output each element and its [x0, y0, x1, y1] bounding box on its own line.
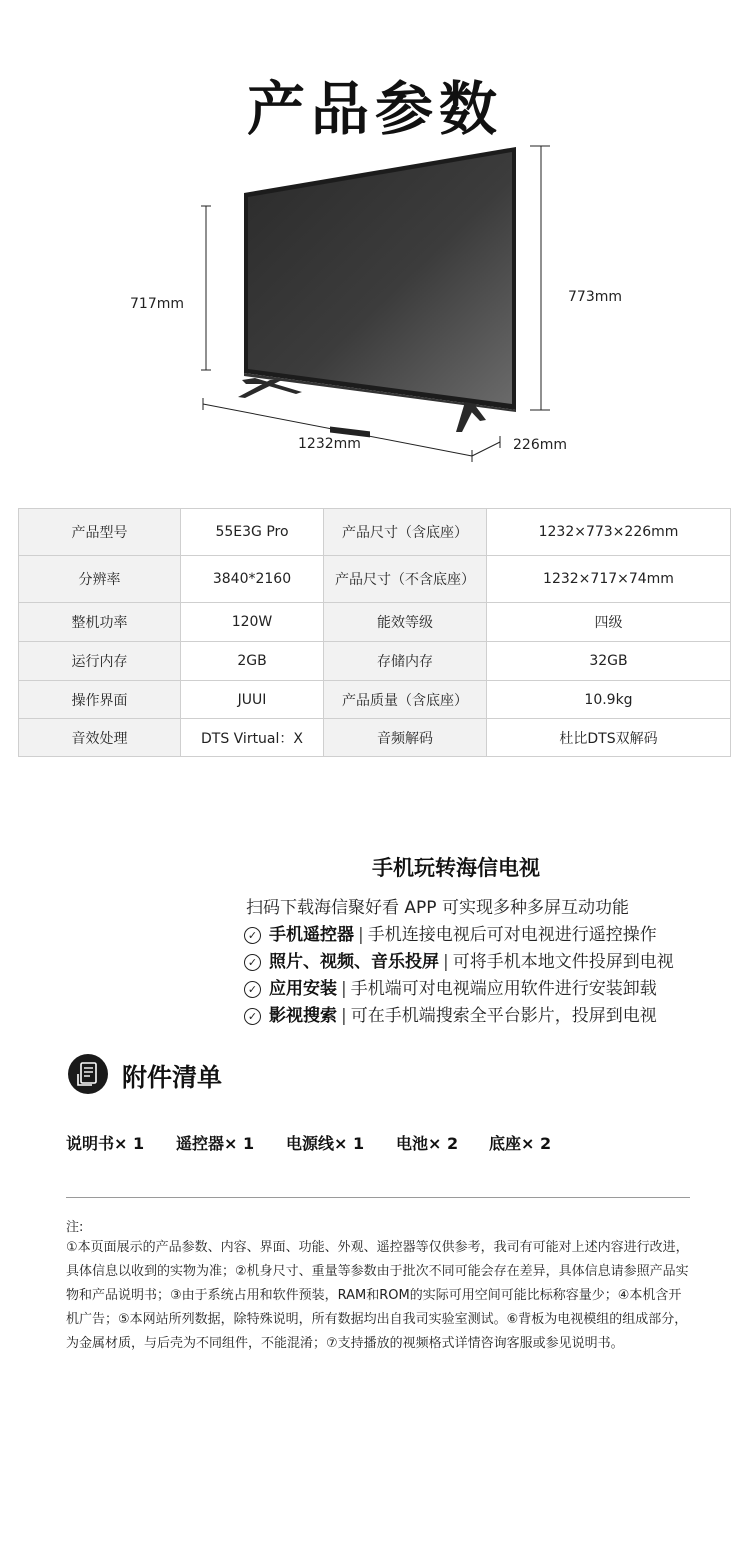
feature-desc: 手机端可对电视端应用软件进行安装卸载	[350, 979, 657, 999]
table-row	[19, 719, 731, 757]
spec-value: 四级	[487, 603, 731, 642]
check-circle-icon: ✓	[244, 927, 261, 944]
check-circle-icon: ✓	[244, 954, 261, 971]
spec-label: 能效等级	[324, 603, 487, 642]
feature-item	[244, 947, 674, 972]
spec-value: 32GB	[487, 642, 731, 681]
spec-value: 1232×773×226mm	[487, 509, 731, 556]
tv-image	[238, 147, 516, 437]
page-title: 产品参数	[246, 75, 503, 143]
spec-value: 55E3G Pro	[181, 509, 324, 556]
spec-value: 杜比DTS双解码	[487, 719, 731, 757]
table-row	[19, 642, 731, 681]
spec-value: 2GB	[181, 642, 324, 681]
feature-name: 应用安装	[269, 979, 337, 999]
spec-label: 操作界面	[19, 681, 181, 719]
spec-label: 产品尺寸（含底座）	[324, 509, 487, 556]
feature-separator: |	[358, 925, 364, 945]
accessory-item: 遥控器× 1	[176, 1134, 255, 1153]
spec-label: 音效处理	[19, 719, 181, 757]
accessory-item: 电池× 2	[396, 1134, 459, 1153]
table-row	[19, 681, 731, 719]
feature-name: 手机遥控器	[269, 925, 354, 945]
feature-name: 照片、视频、音乐投屏	[269, 952, 439, 972]
spec-label: 产品尺寸（不含底座）	[324, 556, 487, 603]
spec-value: DTS Virtual：X	[181, 719, 324, 757]
accessory-item: 说明书× 1	[66, 1134, 145, 1153]
accessory-item: 电源线× 1	[286, 1134, 365, 1153]
table-row	[19, 509, 731, 556]
spec-value: 120W	[181, 603, 324, 642]
spec-value: JUUI	[181, 681, 324, 719]
feature-name: 影视搜索	[269, 1006, 337, 1026]
table-row	[19, 603, 731, 642]
accessories-title: 附件清单	[122, 1063, 223, 1092]
check-circle-icon: ✓	[244, 1008, 261, 1025]
spec-label: 产品型号	[19, 509, 181, 556]
spec-label: 存储内存	[324, 642, 487, 681]
table-row	[19, 556, 731, 603]
accessory-item: 底座× 2	[489, 1134, 552, 1153]
feature-item	[244, 1001, 657, 1026]
feature-separator: |	[341, 979, 347, 999]
spec-table	[18, 508, 731, 757]
width-label: 1232mm	[298, 436, 361, 452]
feature-desc: 可将手机本地文件投屏到电视	[452, 952, 674, 972]
height-no-stand-label: 717mm	[130, 296, 184, 312]
spec-label: 音频解码	[324, 719, 487, 757]
divider	[66, 1197, 690, 1198]
spec-label: 产品质量（含底座）	[324, 681, 487, 719]
spec-label: 运行内存	[19, 642, 181, 681]
spec-value: 1232×717×74mm	[487, 556, 731, 603]
spec-value: 10.9kg	[487, 681, 731, 719]
notes-text: ①本页面展示的产品参数、内容、界面、功能、外观、遥控器等仅供参考，我司有可能对上述内容进行改进，具体信息以收到的实物为准；②机身尺寸、重量等参数由于批次不同可能会存在差异，具体信息请参照产品实物和产品说明书；③由于系统占用和软件预装，RAM和ROM的实际可用空间可能比标称容量少；④本机含开机广告；⑤本网站所列数据，除特殊说明，所有数据均出自我司实验室测试。⑥背板为电视模组的组成部分，为金属材质，与后壳为不同组件，不能混淆；⑦支持播放的视频格式详情咨询客服或参见说明书。	[66, 1240, 689, 1351]
depth-label: 226mm	[513, 437, 567, 453]
spec-value: 3840*2160	[181, 556, 324, 603]
feature-separator: |	[341, 1006, 347, 1026]
document-icon	[68, 1054, 108, 1094]
feature-item	[244, 974, 657, 999]
app-section-lead: 扫码下载海信聚好看 APP 可实现多种多屏互动功能	[246, 898, 629, 918]
feature-separator: |	[443, 952, 449, 972]
notes-heading: 注:	[66, 1220, 84, 1235]
feature-desc: 可在手机端搜索全平台影片，投屏到电视	[350, 1006, 657, 1026]
feature-item	[244, 920, 657, 945]
check-circle-icon: ✓	[244, 981, 261, 998]
app-section-title: 手机玩转海信电视	[372, 856, 540, 880]
tv-dimension-diagram	[0, 130, 750, 470]
feature-desc: 手机连接电视后可对电视进行遥控操作	[367, 925, 657, 945]
height-with-stand-label: 773mm	[568, 289, 622, 305]
spec-label: 分辨率	[19, 556, 181, 603]
spec-label: 整机功率	[19, 603, 181, 642]
